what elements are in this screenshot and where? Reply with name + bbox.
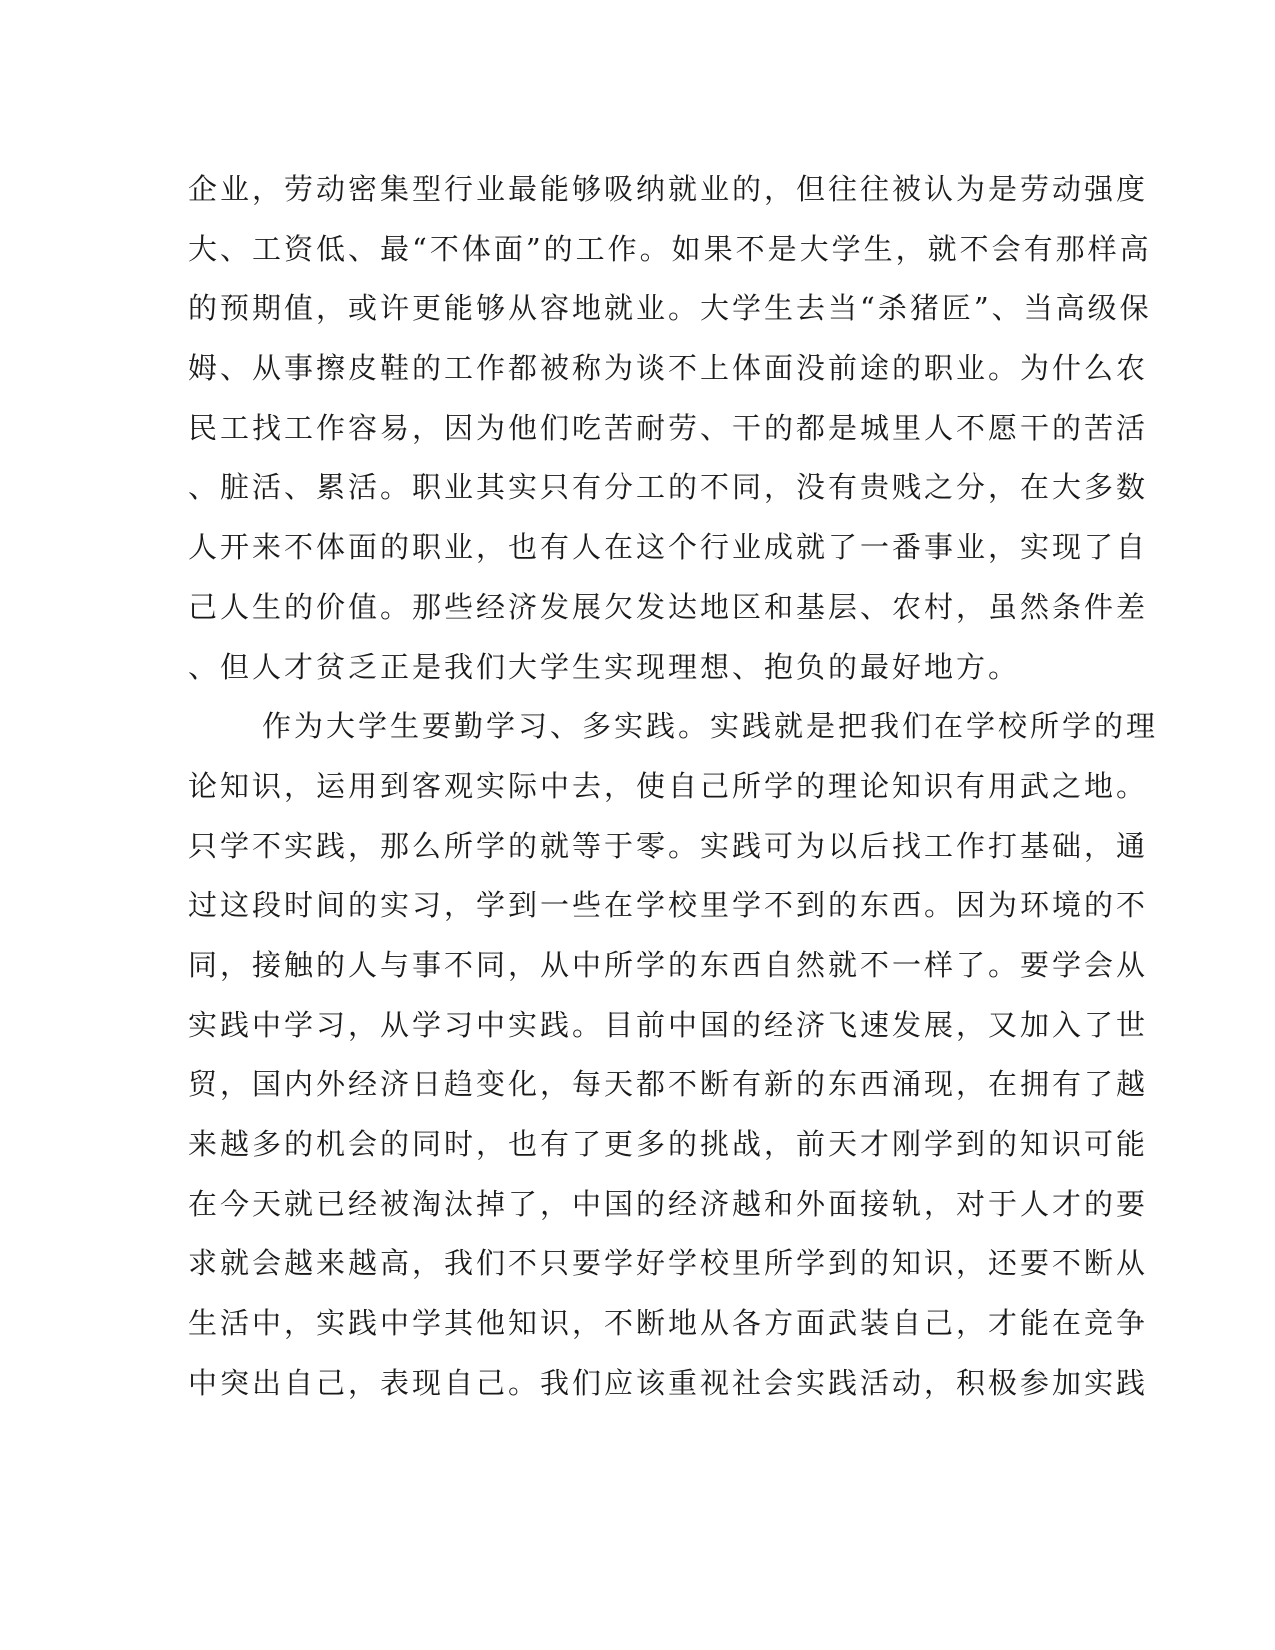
text-line: 、但人才贫乏正是我们大学生实现理想、抱负的最好地方。 [188, 649, 1021, 684]
text-line: 实践中学习，从学习中实践。目前中国的经济飞速发展，又加入了世 [188, 1007, 1149, 1042]
paragraph-start-line: 作为大学生要勤学习、多实践。实践就是把我们在学校所学的理 [262, 709, 1159, 744]
body-text [188, 160, 1159, 1413]
text-line: 贸，国内外经济日趋变化，每天都不断有新的东西涌现，在拥有了越 [188, 1067, 1149, 1102]
text-line: 只学不实践，那么所学的就等于零。实践可为以后找工作打基础，通 [188, 828, 1149, 863]
text-line: 人开来不体面的职业，也有人在这个行业成就了一番事业，实现了自 [188, 530, 1149, 565]
text-line: 论知识，运用到客观实际中去，使自己所学的理论知识有用武之地。 [188, 768, 1149, 803]
text-line: 大、工资低、最“不体面”的工作。如果不是大学生，就不会有那样高 [188, 231, 1152, 266]
text-line: 的预期值，或许更能够从容地就业。大学生去当“杀猪匠”、当高级保 [188, 291, 1152, 326]
text-line: 姆、从事擦皮鞋的工作都被称为谈不上体面没前途的职业。为什么农 [188, 351, 1149, 386]
text-line: 在今天就已经被淘汰掉了，中国的经济越和外面接轨，对于人才的要 [188, 1186, 1149, 1221]
text-line: 中突出自己，表现自己。我们应该重视社会实践活动，积极参加实践 [188, 1365, 1149, 1400]
text-line: 同，接触的人与事不同，从中所学的东西自然就不一样了。要学会从 [188, 947, 1149, 982]
text-line: 生活中，实践中学其他知识，不断地从各方面武装自己，才能在竞争 [188, 1306, 1149, 1341]
text-line: 过这段时间的实习，学到一些在学校里学不到的东西。因为环境的不 [188, 888, 1149, 923]
text-line: 民工找工作容易，因为他们吃苦耐劳、干的都是城里人不愿干的苦活 [188, 410, 1149, 445]
text-line: 己人生的价值。那些经济发展欠发达地区和基层、农村，虽然条件差 [188, 589, 1149, 624]
text-line: 企业，劳动密集型行业最能够吸纳就业的，但往往被认为是劳动强度 [188, 172, 1149, 206]
text-line: 来越多的机会的同时，也有了更多的挑战，前天才刚学到的知识可能 [188, 1127, 1149, 1161]
text-line: 、脏活、累活。职业其实只有分工的不同，没有贵贱之分，在大多数 [188, 470, 1149, 505]
text-line: 求就会越来越高，我们不只要学好学校里所学到的知识，还要不断从 [188, 1246, 1149, 1281]
